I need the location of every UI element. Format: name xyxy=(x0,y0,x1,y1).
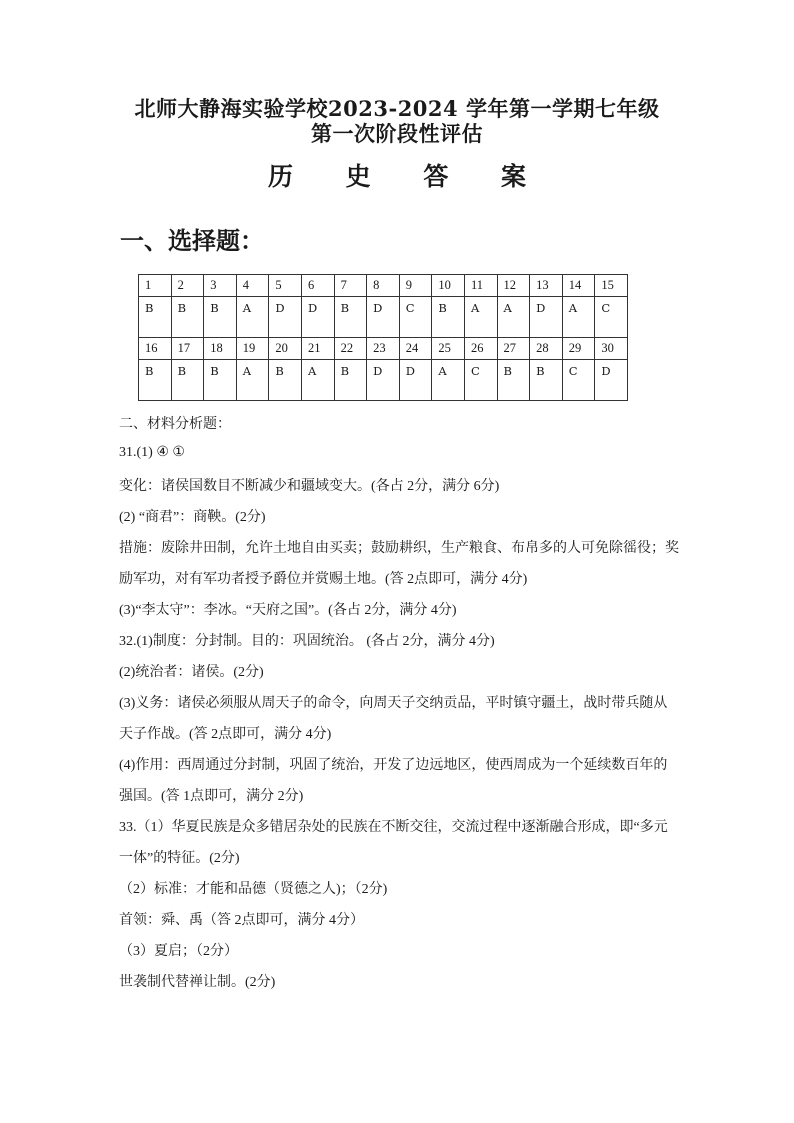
answer-letter-cell: D xyxy=(367,360,400,401)
question-number-cell: 4 xyxy=(236,275,269,297)
answer-letter-cell: C xyxy=(399,297,432,338)
question-number-cell: 28 xyxy=(530,338,563,360)
answer-letter-cell: A xyxy=(236,360,269,401)
answer-line: 31.(1) ④ ① xyxy=(119,445,185,460)
answer-letter-cell: B xyxy=(204,297,237,338)
answer-line: （3）夏启；（2分） xyxy=(119,944,238,959)
question-number-cell: 3 xyxy=(204,275,237,297)
question-number-cell: 16 xyxy=(139,338,172,360)
answer-line: (3)义务：诸侯必须服从周天子的命令，向周天子交纳贡品，平时镇守疆土，战时带兵随从 xyxy=(119,696,668,711)
question-number-cell: 20 xyxy=(269,338,302,360)
question-number-cell: 17 xyxy=(171,338,204,360)
question-number-cell: 22 xyxy=(334,338,367,360)
answer-letter-cell: B xyxy=(269,360,302,401)
answer-line: 措施：废除井田制，允许土地自由买卖；鼓励耕织，生产粮食、布帛多的人可免除徭役；奖 xyxy=(119,541,679,556)
answer-line: 32.(1)制度：分封制。目的：巩固统治。 (各占 2分，满分 4分) xyxy=(119,634,495,649)
answer-letter-cell: B xyxy=(530,360,563,401)
answer-letter-cell: B xyxy=(432,297,465,338)
answer-letter-cell: B xyxy=(204,360,237,401)
school-title: 北师大静海实验学校2023-2024 学年第一学期七年级 xyxy=(134,96,660,121)
answer-letter-cell: B xyxy=(139,360,172,401)
answer-letter-cell: A xyxy=(301,360,334,401)
question-number-cell: 27 xyxy=(497,338,530,360)
answer-letter-cell: B xyxy=(171,360,204,401)
answer-line: 变化：诸侯国数目不断减少和疆域变大。(各占 2分，满分 6分) xyxy=(119,479,500,494)
question-number-row-1 xyxy=(139,275,628,297)
section-two-heading: 二、材料分析题： xyxy=(119,417,231,432)
answer-letter-cell: A xyxy=(562,297,595,338)
answer-letter-row-1 xyxy=(139,297,628,338)
answer-letter-cell: B xyxy=(497,360,530,401)
answer-letter-cell: B xyxy=(171,297,204,338)
answer-line: 世袭制代替禅让制。(2分) xyxy=(119,975,276,990)
exam-title: 第一次阶段性评估 xyxy=(311,121,483,146)
question-number-cell: 2 xyxy=(171,275,204,297)
answer-letter-cell: D xyxy=(367,297,400,338)
question-number-cell: 14 xyxy=(562,275,595,297)
answer-letter-cell: A xyxy=(464,297,497,338)
answer-line: (2) “商君”：商鞅。(2分) xyxy=(119,510,266,525)
question-number-cell: 11 xyxy=(464,275,497,297)
answer-line: （2）标准：才能和品德（贤德之人)；（2分) xyxy=(119,882,388,897)
answer-line: 励军功，对有军功者授予爵位并赏赐土地。(答 2点即可，满分 4分) xyxy=(119,572,528,587)
answer-letter-cell: A xyxy=(236,297,269,338)
answer-line: (2)统治者：诸侯。(2分) xyxy=(119,665,264,680)
answer-letter-cell: A xyxy=(497,297,530,338)
question-number-cell: 24 xyxy=(399,338,432,360)
section-one-heading: 一、选择题： xyxy=(120,226,264,255)
question-number-cell: 30 xyxy=(595,338,628,360)
question-number-cell: 8 xyxy=(367,275,400,297)
question-number-cell: 9 xyxy=(399,275,432,297)
answer-letter-cell: D xyxy=(399,360,432,401)
question-number-cell: 21 xyxy=(301,338,334,360)
question-number-cell: 23 xyxy=(367,338,400,360)
answer-letter-cell: C xyxy=(464,360,497,401)
answer-letter-cell: C xyxy=(595,297,628,338)
answer-letter-cell: B xyxy=(139,297,172,338)
answer-letter-row-2 xyxy=(139,360,628,401)
question-number-cell: 29 xyxy=(562,338,595,360)
multiple-choice-answer-table xyxy=(138,274,628,401)
answer-letter-cell: B xyxy=(334,360,367,401)
answer-line: (4)作用：西周通过分封制，巩固了统治，开发了边远地区，使西周成为一个延续数百年的 xyxy=(119,758,668,773)
answer-line: 一体”的特征。(2分) xyxy=(119,851,240,866)
question-number-cell: 18 xyxy=(204,338,237,360)
answer-letter-cell: D xyxy=(269,297,302,338)
question-number-cell: 19 xyxy=(236,338,269,360)
question-number-cell: 25 xyxy=(432,338,465,360)
answer-letter-cell: C xyxy=(562,360,595,401)
answer-line: 天子作战。(答 2点即可，满分 4分) xyxy=(119,727,332,742)
question-number-cell: 26 xyxy=(464,338,497,360)
question-number-cell: 10 xyxy=(432,275,465,297)
question-number-cell: 15 xyxy=(595,275,628,297)
question-number-cell: 12 xyxy=(497,275,530,297)
answer-line: 强国。(答 1点即可，满分 2分) xyxy=(119,789,304,804)
answer-letter-cell: B xyxy=(334,297,367,338)
answer-line: (3)“李太守”：李冰。“天府之国”。(各占 2分，满分 4分) xyxy=(119,603,457,618)
answer-line: 首领：舜、禹（答 2点即可，满分 4分） xyxy=(119,913,364,928)
question-number-cell: 6 xyxy=(301,275,334,297)
question-number-row-2 xyxy=(139,338,628,360)
answer-letter-cell: D xyxy=(530,297,563,338)
answer-letter-cell: A xyxy=(432,360,465,401)
subject-title: 历 史 答 案 xyxy=(267,162,549,191)
answer-letter-cell: D xyxy=(301,297,334,338)
answer-letter-cell: D xyxy=(595,360,628,401)
question-number-cell: 1 xyxy=(139,275,172,297)
question-number-cell: 7 xyxy=(334,275,367,297)
answer-line: 33.（1）华夏民族是众多错居杂处的民族在不断交往，交流过程中逐渐融合形成，即“多元 xyxy=(119,820,668,835)
question-number-cell: 5 xyxy=(269,275,302,297)
question-number-cell: 13 xyxy=(530,275,563,297)
